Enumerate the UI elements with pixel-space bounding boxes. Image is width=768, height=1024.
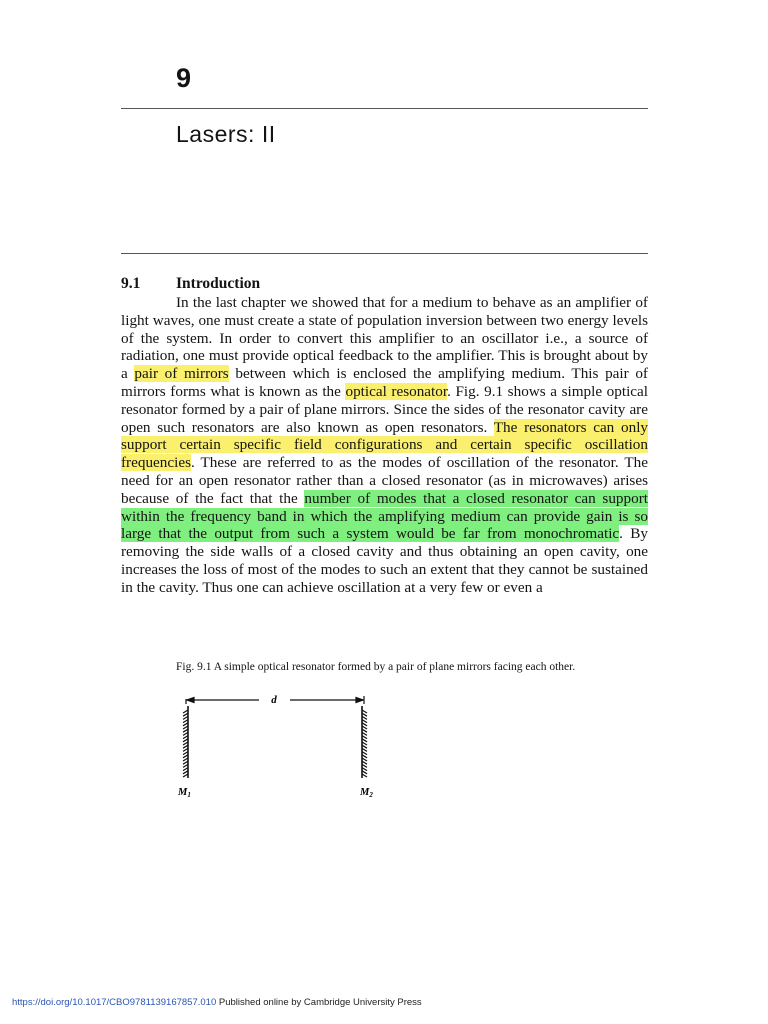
section-number: 9.1 bbox=[121, 275, 141, 292]
footer-text: Published online by Cambridge University Press bbox=[216, 997, 422, 1008]
chapter-title: Lasers: II bbox=[176, 121, 276, 147]
top-rule bbox=[121, 108, 648, 109]
highlight-yellow: pair of mirrors bbox=[134, 365, 229, 383]
text-run: between which is enclosed the amplifying medium. This pair of mirrors forms what is known as the bbox=[121, 365, 648, 400]
mirror-left bbox=[183, 706, 188, 778]
body-paragraph bbox=[121, 294, 648, 597]
doi-link[interactable]: https://doi.org/10.1017/CBO9781139167857.010 bbox=[12, 997, 217, 1008]
mirror-right bbox=[362, 706, 367, 778]
highlight-yellow: optical resonator bbox=[345, 382, 448, 400]
footer bbox=[12, 997, 422, 1009]
mirror-right-label: M2 bbox=[360, 787, 373, 799]
distance-label: d bbox=[271, 694, 277, 706]
chapter-number: 9 bbox=[176, 63, 192, 93]
section-heading bbox=[121, 274, 260, 294]
text-run: . These are referred to as the modes of oscillation of the resonator. The need for an open resonator rather than a closed resonator (as in microwaves) arises because of the fact that the bbox=[121, 454, 648, 507]
highlight-green: number of modes that a closed resonator can support within the frequency band in which the amplifying medium can provide gain is so large that the output from such a system would be far from monochromatic bbox=[121, 489, 648, 543]
text-run: . By removing the side walls of a closed cavity and thus obtaining an open cavity, one increases the loss of most of the modes to such an extent that they cannot be sustained in the cavity. Thus one can achieve oscillation at a very few or even a bbox=[121, 525, 648, 596]
bottom-rule bbox=[121, 253, 648, 254]
resonator-figure bbox=[170, 690, 390, 800]
text-run: . Fig. 9.1 shows a simple optical resonator formed by a pair of plane mirrors. Since the sides of the resonator cavity are open such resonators are also known as open resonators. bbox=[121, 382, 649, 436]
section-title: Introduction bbox=[176, 275, 261, 292]
text-run: In the last chapter we showed that for a medium to behave as an amplifier of light waves, one must create a state of population inversion between two energy levels of the system. In order to convert this amplifier to an oscillator i.e., a source of radiation, one must provide optical feedback to the amplifier. This is brought about by a bbox=[121, 294, 648, 383]
mirror-left-label: M1 bbox=[178, 787, 191, 799]
highlight-yellow: The resonators can only support certain specific field configurations and certain specific oscillation frequencies bbox=[121, 418, 649, 472]
figure-caption: Fig. 9.1 A simple optical resonator formed by a pair of plane mirrors facing each other. bbox=[176, 661, 576, 673]
